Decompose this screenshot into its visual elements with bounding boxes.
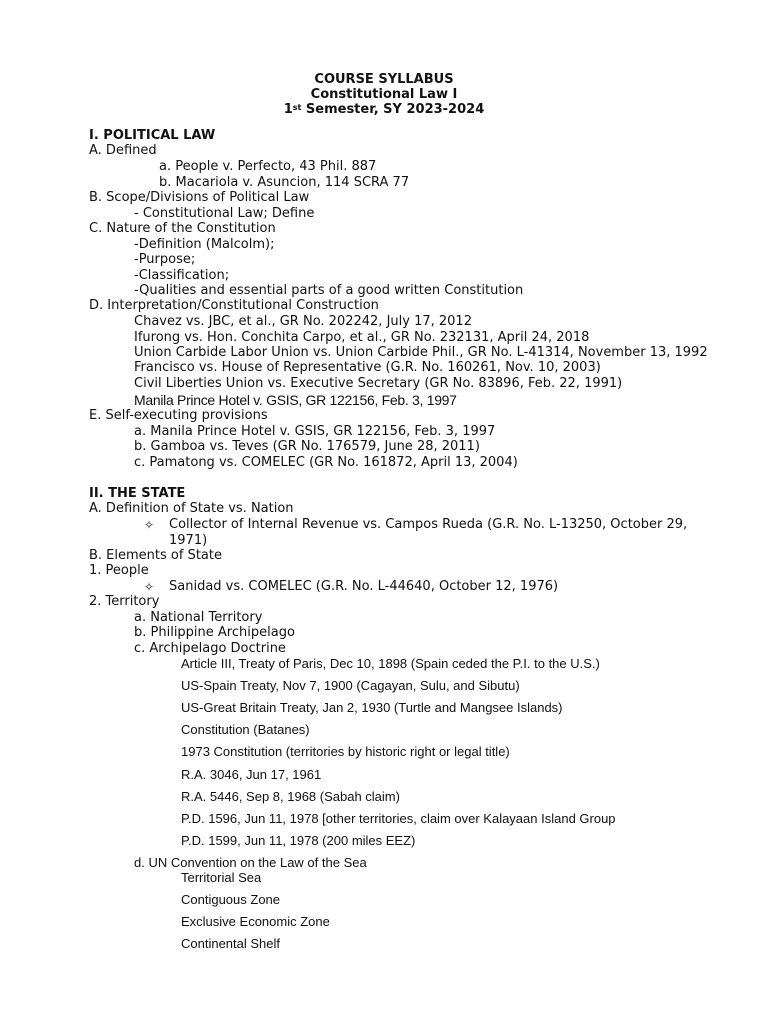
doctrine-item: R.A. 5446, Sep 8, 1968 (Sabah claim) [181,789,400,804]
subsection-b-label: B. Scope/Divisions of Political Law [89,190,310,205]
case-item-continued: 1971) [169,533,208,548]
doc-semester [0,102,768,118]
semester-text: Semester, SY 2023-2024 [301,102,485,117]
subsection-b-label: B. Elements of State [89,548,222,563]
doc-title: COURSE SYLLABUS [314,72,454,87]
doctrine-item: Article III, Treaty of Paris, Dec 10, 1898 (Spain ceded the P.I. to the U.S.) [181,656,600,671]
doctrine-item: US-Great Britain Treaty, Jan 2, 1930 (Turtle and Mangsee Islands) [181,700,563,715]
diamond-outline-icon: ✧ [144,580,155,594]
semester-number: 1 [283,102,293,117]
case-item: Collector of Internal Revenue vs. Campos Rueda (G.R. No. L-13250, October 29, [169,517,688,532]
element-people-label: 1. People [89,563,149,578]
diamond-outline-icon: ✧ [144,518,155,532]
list-item: -Qualities and essential parts of a good written Constitution [134,283,524,298]
maritime-zone-item: Territorial Sea [181,870,262,885]
list-item: -Purpose; [134,252,196,267]
subsection-e-label: E. Self-executing provisions [89,408,268,423]
list-item: a. People v. Perfecto, 43 Phil. 887 [159,159,377,174]
section-heading-political-law: I. POLITICAL LAW [89,128,216,143]
subsection-c-label: C. Nature of the Constitution [89,221,276,236]
list-item: - Constitutional Law; Define [134,206,315,221]
list-item: -Classification; [134,268,230,283]
case-item: Manila Prince Hotel v. GSIS, GR 122156, Feb. 3, 1997 [134,392,457,408]
case-item: c. Pamatong vs. COMELEC (GR No. 161872, April 13, 2004) [134,455,518,470]
element-territory-label: 2. Territory [89,594,160,609]
case-item: Ifurong vs. Hon. Conchita Carpo, et al., GR No. 232131, April 24, 2018 [134,330,590,345]
doctrine-item: P.D. 1596, Jun 11, 1978 [other territories, claim over Kalayaan Island Group [181,811,616,826]
case-item: Civil Liberties Union vs. Executive Secretary (GR No. 83896, Feb. 22, 1991) [134,376,623,391]
list-item: c. Archipelago Doctrine [134,641,286,656]
semester-ordinal: st [292,103,302,112]
section-heading-the-state: II. THE STATE [89,486,186,501]
doctrine-item: Constitution (Batanes) [181,722,310,737]
list-item: a. National Territory [134,610,263,625]
list-item: b. Macariola v. Asuncion, 114 SCRA 77 [159,175,410,190]
subsection-d-label: D. Interpretation/Constitutional Construction [89,298,379,313]
doc-subtitle: Constitutional Law I [310,87,458,102]
doctrine-item: P.D. 1599, Jun 11, 1978 (200 miles EEZ) [181,833,416,848]
unclos-label: d. UN Convention on the Law of the Sea [134,855,367,870]
list-item: -Definition (Malcolm); [134,237,275,252]
case-item: Chavez vs. JBC, et al., GR No. 202242, July 17, 2012 [134,314,472,329]
case-item: Union Carbide Labor Union vs. Union Carbide Phil., GR No. L-41314, November 13, 1992 [134,345,708,360]
doctrine-item: R.A. 3046, Jun 17, 1961 [181,767,322,782]
subsection-a-label: A. Definition of State vs. Nation [89,501,294,516]
case-item: a. Manila Prince Hotel v. GSIS, GR 122156, Feb. 3, 1997 [134,424,496,439]
maritime-zone-item: Exclusive Economic Zone [181,914,330,929]
subsection-a-label: A. Defined [89,143,157,158]
list-item: b. Philippine Archipelago [134,625,295,640]
case-item: Sanidad vs. COMELEC (G.R. No. L-44640, October 12, 1976) [169,579,559,594]
case-item: Francisco vs. House of Representative (G.R. No. 160261, Nov. 10, 2003) [134,360,601,375]
doctrine-item: US-Spain Treaty, Nov 7, 1900 (Cagayan, Sulu, and Sibutu) [181,678,520,693]
maritime-zone-item: Contiguous Zone [181,892,281,907]
maritime-zone-item: Continental Shelf [181,936,281,951]
doctrine-item: 1973 Constitution (territories by historic right or legal title) [181,744,510,759]
case-item: b. Gamboa vs. Teves (GR No. 176579, June 28, 2011) [134,439,480,454]
